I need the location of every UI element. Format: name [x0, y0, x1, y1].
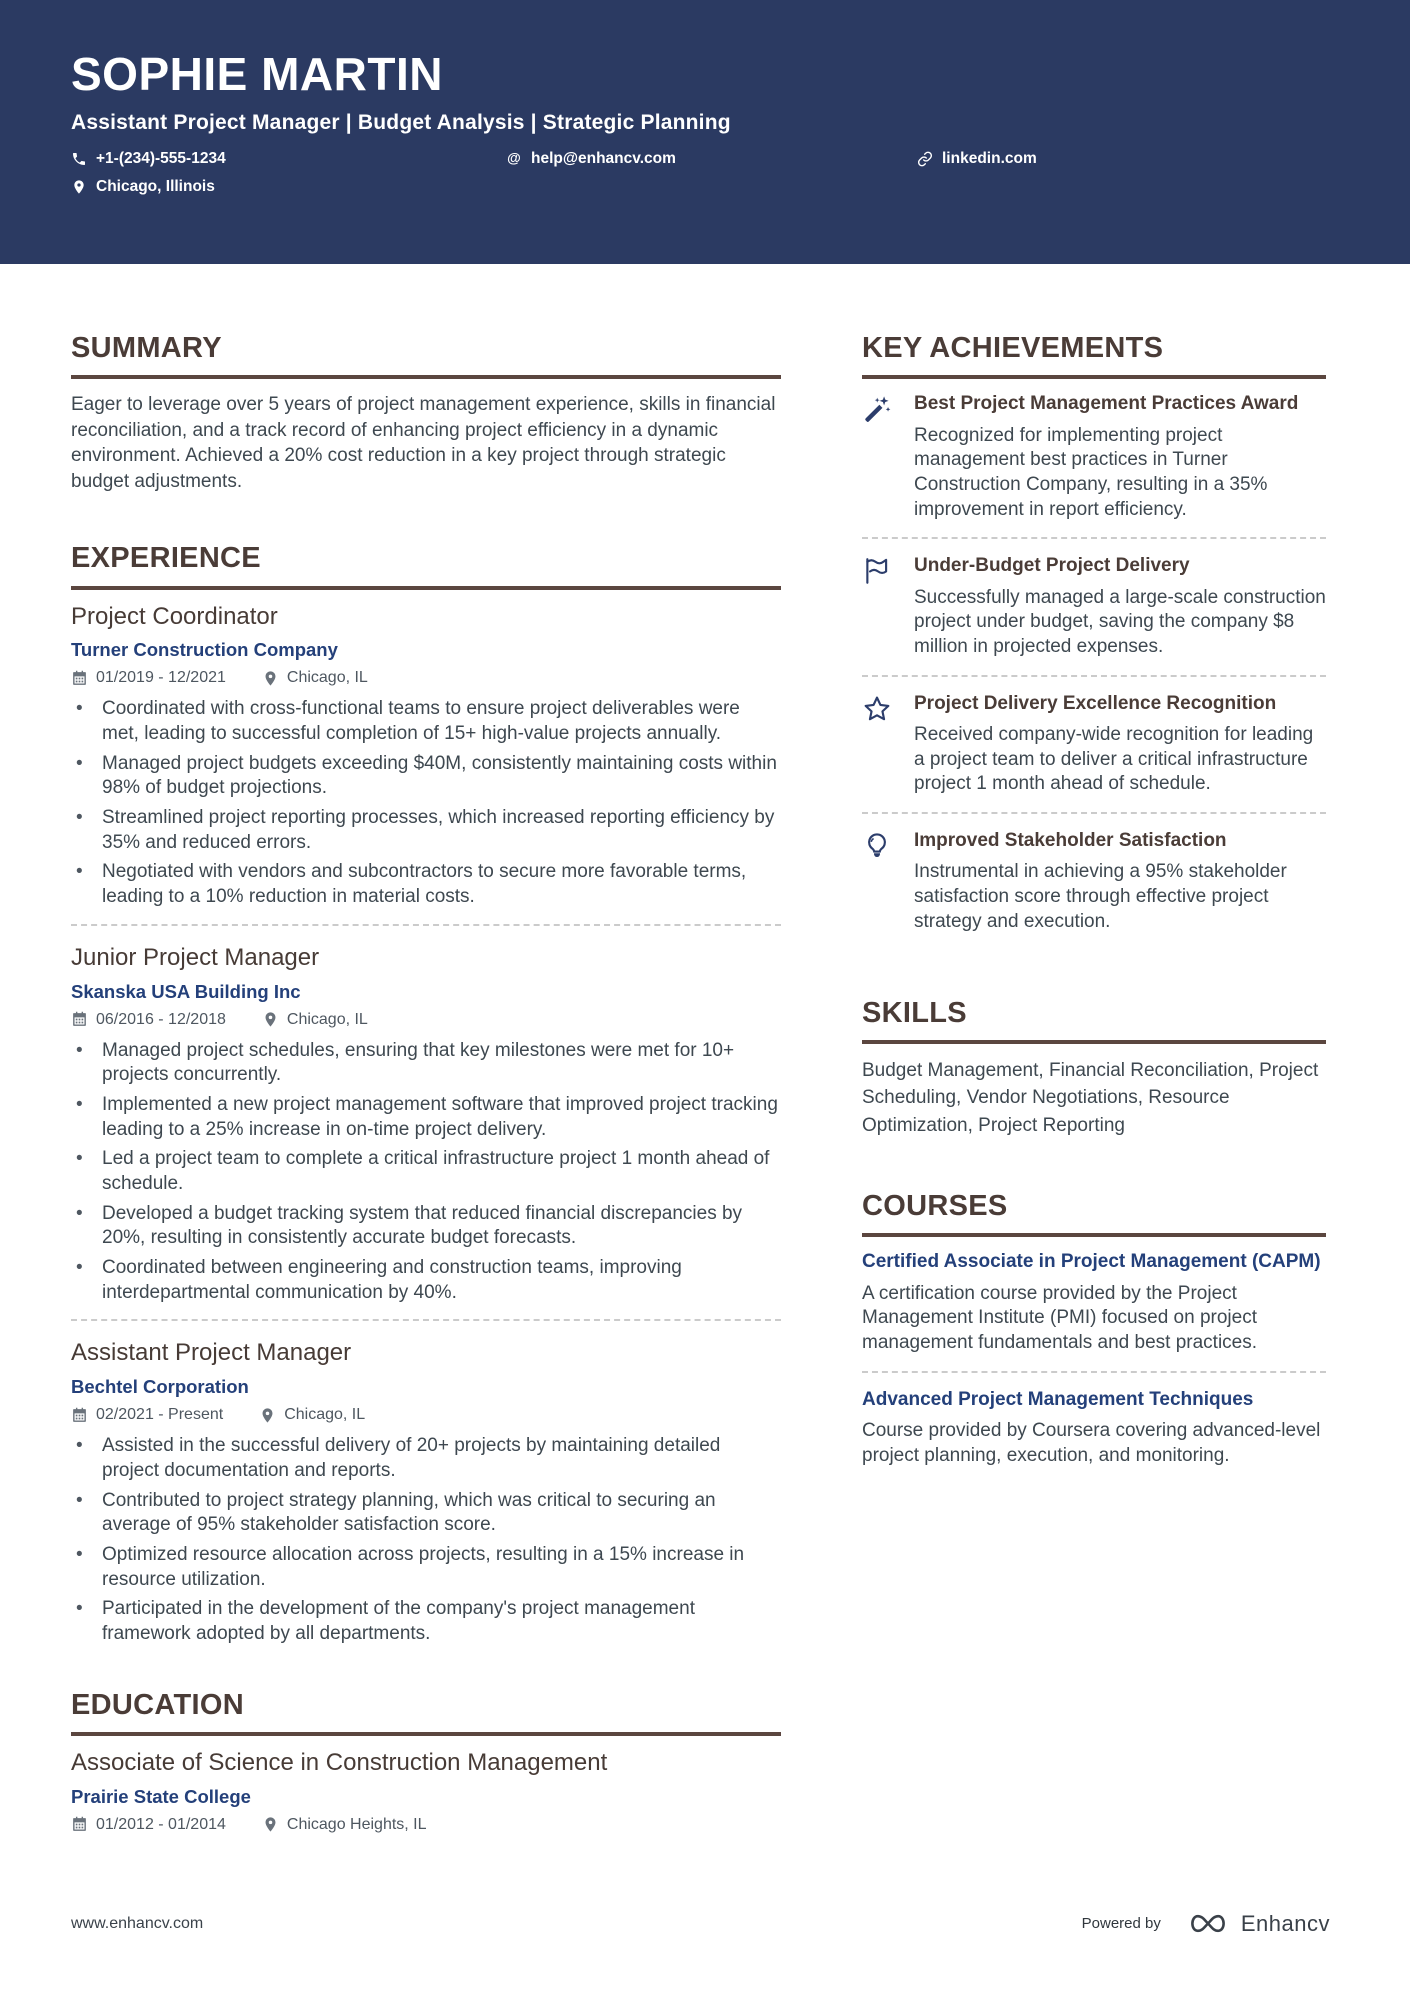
candidate-name: SOPHIE MARTIN: [71, 48, 443, 100]
job-dates-item: [71, 669, 226, 687]
achievement-separator: [862, 675, 1326, 677]
bullet-dot-icon: •: [76, 1257, 83, 1279]
achievement-body: [914, 554, 1326, 659]
skills-heading: SKILLS: [862, 997, 1326, 1044]
achievement-title: Under-Budget Project Delivery: [914, 555, 1190, 577]
achievement-title: Improved Stakeholder Satisfaction: [914, 830, 1227, 852]
email-contact: [506, 150, 917, 168]
company-name: Skanska USA Building Inc: [71, 980, 301, 1002]
achievement-list: [862, 392, 1326, 934]
job-bullet: • Managed project schedules, ensuring that key milestones were met for 10+ projects concurrently.: [71, 1039, 781, 1088]
left-column: [71, 332, 781, 1844]
link-icon: [917, 151, 933, 167]
achievement-title: Best Project Management Practices Award: [914, 393, 1299, 415]
flag-icon: [862, 554, 914, 659]
location-pin-icon: [262, 1011, 279, 1028]
education-location-item: [262, 1816, 427, 1834]
education-dates: 01/2012 - 01/2014: [96, 1815, 226, 1833]
bullet-dot-icon: •: [76, 1202, 83, 1224]
skills-section: [862, 997, 1326, 1140]
calendar-icon: [71, 1407, 88, 1424]
achievement-title: Project Delivery Excellence Recognition: [914, 692, 1277, 714]
enhancv-logo-icon: [1185, 1910, 1231, 1937]
education-heading: EDUCATION: [71, 1689, 781, 1736]
job-meta: [71, 669, 781, 687]
summary-section: [71, 332, 781, 494]
resume-header: [0, 0, 1410, 264]
job-title: Project Coordinator: [71, 602, 278, 630]
job-dates-item: [71, 1406, 223, 1424]
achievement-body: [914, 829, 1326, 934]
resume-footer: [71, 1910, 1330, 1937]
resume-body: [0, 332, 1410, 1844]
job-separator: [71, 1319, 781, 1321]
job-bullet: • Coordinated between engineering and construction teams, improving interdepartmental communication by 40%.: [71, 1256, 781, 1305]
bullet-dot-icon: •: [76, 1598, 83, 1620]
job-bullet: • Participated in the development of the company's project management framework adopted by all departments.: [71, 1597, 781, 1646]
job-location: Chicago, IL: [286, 669, 368, 687]
skills-text: Budget Management, Financial Reconciliation, Project Scheduling, Vendor Negotiations, Resource Optimization, Project Reporting: [862, 1059, 1319, 1136]
course-separator: [862, 1371, 1326, 1373]
calendar-icon: [71, 670, 88, 687]
courses-heading: COURSES: [862, 1190, 1326, 1237]
job-bullet: • Streamlined project reporting processes, which increased reporting efficiency by 35% and reduced errors.: [71, 806, 781, 855]
education-meta: [71, 1816, 781, 1834]
key-achievements-heading: KEY ACHIEVEMENTS: [862, 332, 1326, 379]
job-title: Assistant Project Manager: [71, 1339, 352, 1367]
magic-wand-icon: [862, 392, 914, 522]
bullet-dot-icon: •: [76, 1435, 83, 1457]
company-name: Turner Construction Company: [71, 639, 338, 661]
job-bullet: • Contributed to project strategy planning, which was critical to securing an average of 95% stakeholder satisfaction score.: [71, 1489, 781, 1538]
job-dates: 01/2019 - 12/2021: [96, 669, 226, 687]
right-column: [862, 332, 1326, 1844]
experience-heading: EXPERIENCE: [71, 542, 781, 589]
job-meta: [71, 1011, 781, 1029]
location-icon: [71, 179, 87, 195]
achievement-body: [914, 692, 1326, 797]
achievement-item: [862, 692, 1326, 797]
contact-row: [71, 150, 1326, 168]
achievement-body: [914, 392, 1326, 522]
bullet-dot-icon: •: [76, 1039, 83, 1061]
phone-icon: [71, 151, 87, 167]
education-dates-item: [71, 1816, 226, 1834]
phone-contact-text: +1-(234)-555-1234: [96, 150, 226, 168]
job-bullet: • Negotiated with vendors and subcontractors to secure more favorable terms, leading to a 10% reduction in material costs.: [71, 860, 781, 909]
achievement-text: Recognized for implementing project management best practices in Turner Construction Company, resulting in a 35% improvement in report efficiency.: [914, 424, 1268, 520]
job-bullet: • Led a project team to complete a critical infrastructure project 1 month ahead of schedule.: [71, 1147, 781, 1196]
powered-by-label: Powered by: [1081, 1915, 1161, 1932]
website-link[interactable]: www.enhancv.com: [71, 1914, 204, 1932]
calendar-icon: [71, 1816, 88, 1833]
brand-name: Enhancv: [1240, 1910, 1330, 1936]
job-dates-item: [71, 1011, 226, 1029]
bullet-dot-icon: •: [76, 1148, 83, 1170]
summary-heading: SUMMARY: [71, 332, 781, 379]
course-text: A certification course provided by the Project Management Institute (PMI) focused on project management fundamentals and best practices.: [862, 1282, 1258, 1353]
at-icon: [506, 151, 522, 167]
experience-section: [71, 542, 781, 1647]
location-pin-icon: [259, 1407, 276, 1424]
summary-text: Eager to leverage over 5 years of project management experience, skills in financial reconciliation, and a track record of enhancing project efficiency in a dynamic environment. Achieved a 20% cost reduction in a key project through strategic budget adjustments.: [71, 394, 776, 492]
achievement-text: Instrumental in achieving a 95% stakeholder satisfaction score through effective project strategy and execution.: [914, 861, 1287, 932]
job-dates: 06/2016 - 12/2018: [96, 1010, 226, 1028]
job-location-item: [259, 1406, 365, 1424]
job-title: Junior Project Manager: [71, 943, 320, 971]
achievement-item: [862, 554, 1326, 659]
job-location-item: [262, 1011, 368, 1029]
job-location-item: [262, 669, 368, 687]
job-bullets: [71, 1434, 781, 1647]
job-entry: [71, 944, 781, 1306]
job-location: Chicago, IL: [286, 1010, 368, 1028]
job-bullets: [71, 1039, 781, 1306]
achievement-item: [862, 392, 1326, 522]
linkedin-contact-text[interactable]: linkedin.com: [942, 150, 1037, 168]
achievement-separator: [862, 537, 1326, 539]
course-item: [862, 1388, 1326, 1469]
key-achievements-section: [862, 332, 1326, 935]
contact-location-row: [71, 178, 1326, 196]
location-contact-text: Chicago, Illinois: [96, 178, 215, 196]
job-separator: [71, 924, 781, 926]
job-bullet: • Developed a budget tracking system that reduced financial discrepancies by 20%, resulting in consistently accurate budget forecasts.: [71, 1202, 781, 1251]
job-dates: 02/2021 - Present: [96, 1406, 224, 1424]
email-contact-text[interactable]: help@enhancv.com: [531, 150, 676, 168]
job-bullets: [71, 697, 781, 910]
location-pin-icon: [262, 670, 279, 687]
bullet-dot-icon: •: [76, 1489, 83, 1511]
job-meta: [71, 1406, 781, 1424]
education-location: Chicago Heights, IL: [286, 1815, 427, 1833]
degree-title: Associate of Science in Construction Management: [71, 1749, 608, 1777]
bullet-dot-icon: •: [76, 807, 83, 829]
company-name: Bechtel Corporation: [71, 1376, 249, 1398]
phone-contact: [71, 150, 506, 168]
star-icon: [862, 692, 914, 797]
job-location: Chicago, IL: [284, 1406, 366, 1424]
powered-by: [1082, 1910, 1330, 1937]
course-list: [862, 1250, 1326, 1469]
course-text: Course provided by Coursera covering advanced-level project planning, execution, and monitoring.: [862, 1420, 1321, 1466]
course-item: [862, 1250, 1326, 1356]
course-title: Advanced Project Management Techniques: [862, 1388, 1254, 1410]
job-bullet: • Optimized resource allocation across projects, resulting in a 15% increase in resource utilization.: [71, 1543, 781, 1592]
job-entry: [71, 603, 781, 910]
bullet-dot-icon: •: [76, 698, 83, 720]
achievement-item: [862, 829, 1326, 934]
location-contact: [71, 178, 215, 196]
bullet-dot-icon: •: [76, 1544, 83, 1566]
location-pin-icon: [262, 1816, 279, 1833]
linkedin-contact: [917, 150, 1037, 168]
svg-text:@: @: [507, 151, 521, 166]
job-bullet: • Implemented a new project management software that improved project tracking leading to a 25% increase in on-time project delivery.: [71, 1093, 781, 1142]
bullet-dot-icon: •: [76, 1093, 83, 1115]
course-title: Certified Associate in Project Management (CAPM): [862, 1250, 1321, 1272]
achievement-text: Received company-wide recognition for leading a project team to deliver a critical infrastructure project 1 month ahead of schedule.: [914, 724, 1314, 795]
candidate-title: Assistant Project Manager | Budget Analysis | Strategic Planning: [71, 111, 731, 135]
achievement-text: Successfully managed a large-scale construction project under budget, saving the company $8 million in projected expenses.: [914, 586, 1326, 658]
achievement-separator: [862, 812, 1326, 814]
job-bullet: • Assisted in the successful delivery of 20+ projects by maintaining detailed project documentation and reports.: [71, 1434, 781, 1483]
job-bullet: • Managed project budgets exceeding $40M, consistently maintaining costs within 98% of budget projections.: [71, 752, 781, 801]
job-list: [71, 603, 781, 1647]
courses-section: [862, 1190, 1326, 1469]
calendar-icon: [71, 1011, 88, 1028]
bullet-dot-icon: •: [76, 752, 83, 774]
job-entry: [71, 1339, 781, 1646]
job-bullet: • Coordinated with cross-functional teams to ensure project deliverables were met, leading to successful completion of 15+ high-value projects annually.: [71, 697, 781, 746]
education-section: [71, 1689, 781, 1834]
lightbulb-icon: [862, 829, 914, 934]
school-name: Prairie State College: [71, 1785, 251, 1807]
bullet-dot-icon: •: [76, 861, 83, 883]
